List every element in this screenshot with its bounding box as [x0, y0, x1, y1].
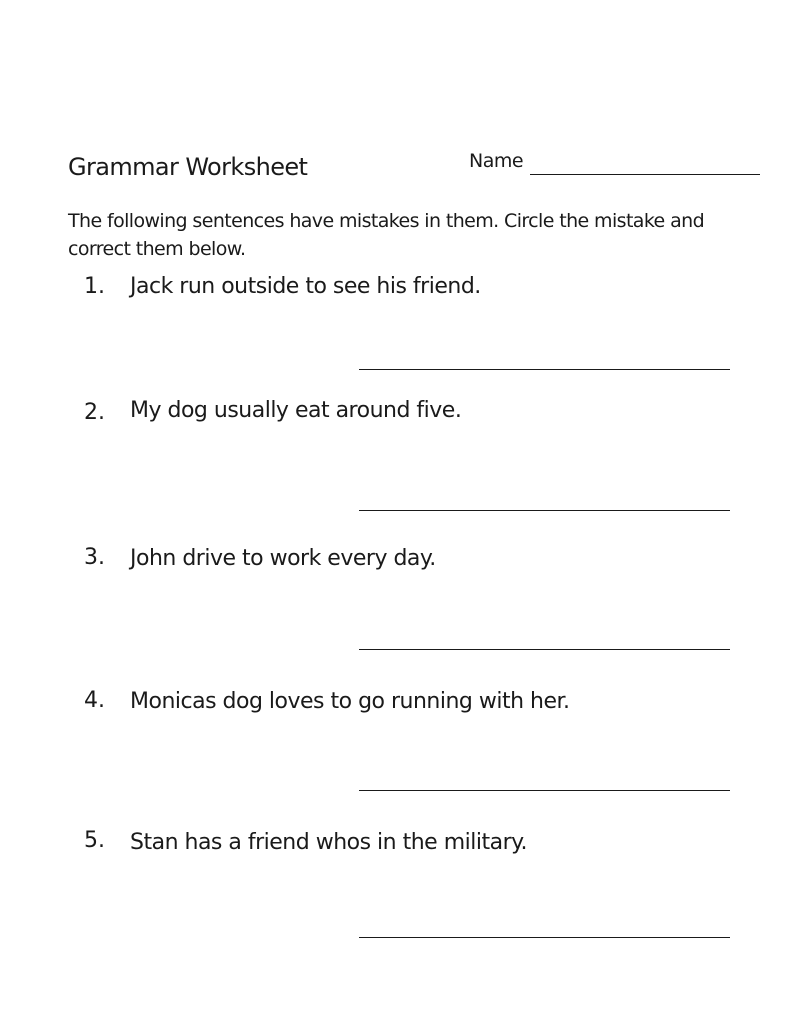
- worksheet-title: Grammar Worksheet: [68, 153, 308, 181]
- question-sentence: Monicas dog loves to go running with her.: [130, 689, 570, 714]
- instructions-line-2: correct them below.: [68, 238, 246, 260]
- answer-line: [359, 510, 730, 511]
- answer-line: [359, 937, 730, 938]
- name-blank-line: [530, 174, 760, 175]
- instructions: [68, 207, 768, 263]
- question-sentence: John drive to work every day.: [130, 546, 436, 571]
- answer-line: [359, 649, 730, 650]
- question-sentence: Jack run outside to see his friend.: [130, 274, 481, 299]
- name-label: Name: [469, 150, 524, 172]
- question-sentence: My dog usually eat around five.: [130, 398, 462, 423]
- answer-line: [359, 369, 730, 370]
- question-number: 2.: [84, 400, 105, 425]
- question-number: 5.: [84, 828, 105, 853]
- answer-line: [359, 790, 730, 791]
- instructions-line-1: The following sentences have mistakes in them. Circle the mistake and: [68, 210, 705, 232]
- question-number: 3.: [84, 545, 105, 570]
- question-number: 4.: [84, 688, 105, 713]
- question-sentence: Stan has a friend whos in the military.: [130, 830, 527, 855]
- question-number: 1.: [84, 274, 105, 299]
